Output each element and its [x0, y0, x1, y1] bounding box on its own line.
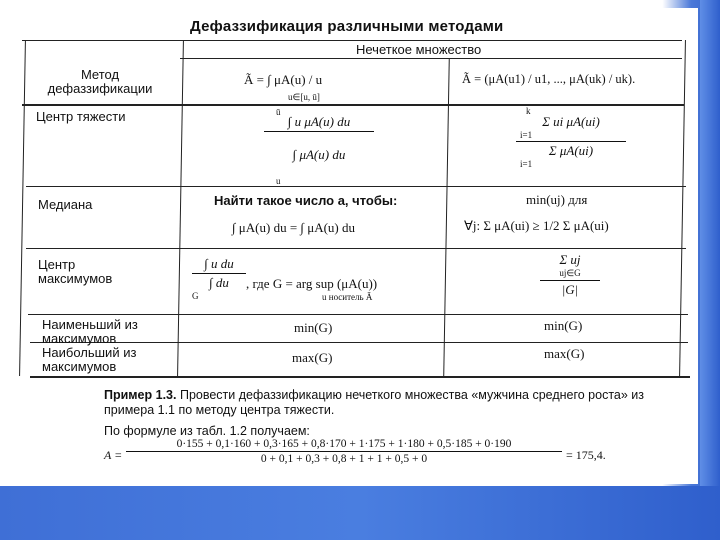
example-result: = 175,4.	[566, 448, 606, 462]
row-divider-3	[28, 314, 688, 315]
header-divider	[180, 58, 682, 59]
com-where-clause: , где G = arg sup (μA(u))	[246, 276, 378, 291]
com-discrete-denominator: |G|	[561, 282, 579, 297]
median-discrete-text: min(uj) для	[526, 192, 588, 207]
example-numerator: 0·155 + 0,1·160 + 0,3·165 + 0,8·170 + 1·175 + 1·180 + 0,5·185 + 0·190	[176, 438, 512, 450]
median-find-text: Найти такое число a, чтобы:	[214, 193, 398, 208]
cog-discrete-denominator: Σ μA(ui)	[548, 143, 594, 158]
median-discrete-formula: ∀j: Σ μA(ui) ≥ 1/2 Σ μA(ui)	[464, 218, 609, 233]
bottom-blue-band	[0, 486, 720, 540]
cog-continuous-denominator: ∫ μA(u) du	[292, 147, 346, 162]
com-discrete-numerator: Σ uj	[559, 252, 581, 267]
example-lhs: A =	[104, 448, 123, 462]
lom-continuous: max(G)	[292, 350, 333, 365]
cog-continuous-numerator: ∫ u μA(u) du	[287, 114, 351, 129]
som-discrete: min(G)	[544, 318, 583, 333]
cog-discrete-fraction	[516, 114, 626, 169]
table-bottom-border	[30, 376, 690, 378]
right-blue-band	[700, 0, 720, 486]
header-method: Метод дефаззификации	[47, 67, 153, 96]
cog-sum-lower-1: i=1	[520, 130, 533, 140]
cog-sum-upper: k	[526, 106, 531, 116]
example-denominator: 0 + 0,1 + 0,3 + 0,8 + 1 + 1 + 0,5 + 0	[260, 453, 428, 465]
header-discrete-formula: Ã = (μA(u1) / u1, ..., μA(uk) / uk).	[462, 72, 636, 86]
method-largest-of-maxima: Наибольший из максимумов	[42, 345, 137, 374]
cog-fraction-bar	[264, 131, 374, 132]
method-center-of-gravity: Центр тяжести	[36, 109, 126, 124]
com-continuous-numerator: ∫ u du	[204, 256, 234, 271]
cog-sum-lower-2: i=1	[520, 159, 533, 169]
com-fraction-bar	[192, 273, 246, 274]
com-where-subscript: u носитель Ã	[322, 292, 373, 302]
method-median: Медиана	[38, 197, 93, 212]
table-top-border	[22, 40, 682, 41]
com-continuous-fraction	[192, 256, 246, 301]
cog-integral-lower: u	[276, 176, 281, 186]
com-discrete-fraction	[540, 252, 600, 298]
header-fuzzy-set: Нечеткое множество	[356, 42, 482, 57]
cog-discrete-bar	[516, 141, 626, 142]
method-center-of-maxima: Центр максимумов	[38, 257, 113, 286]
com-integral-domain: G	[192, 291, 199, 301]
example-label: Пример 1.3.	[104, 388, 177, 402]
example-fraction	[126, 438, 562, 465]
header-continuous-limits: u∈[u, ū]	[288, 92, 320, 102]
example-text: Провести дефаззификацию нечеткого множества «мужчина среднего роста» из примера 1.1 по методу центра тяжести.	[104, 388, 645, 417]
som-continuous: min(G)	[294, 320, 333, 335]
lom-discrete: max(G)	[544, 346, 585, 361]
median-continuous-formula: ∫ μA(u) du = ∫ μA(u) du	[232, 220, 355, 235]
cog-discrete-numerator: Σ ui μA(ui)	[542, 114, 600, 129]
header-bottom-border	[22, 104, 684, 106]
example-fraction-bar	[126, 451, 562, 452]
com-discrete-numerator-sub: uj∈G	[559, 268, 581, 278]
com-continuous-denominator: ∫ du	[209, 275, 229, 290]
example-paragraph	[104, 388, 664, 418]
cog-integral-upper: ū	[276, 107, 281, 117]
cog-continuous-fraction	[264, 114, 374, 163]
example-intro: По формуле из табл. 1.2 получаем:	[104, 424, 310, 438]
table-title: Дефаззификация различными методами	[190, 18, 504, 35]
header-continuous-formula: Ã = ∫ μA(u) / u	[244, 72, 323, 87]
com-discrete-bar	[540, 280, 600, 281]
method-smallest-of-maxima: Наименьший из максимумов	[42, 317, 138, 346]
row-divider-2	[26, 248, 686, 249]
row-divider-1	[26, 186, 686, 187]
